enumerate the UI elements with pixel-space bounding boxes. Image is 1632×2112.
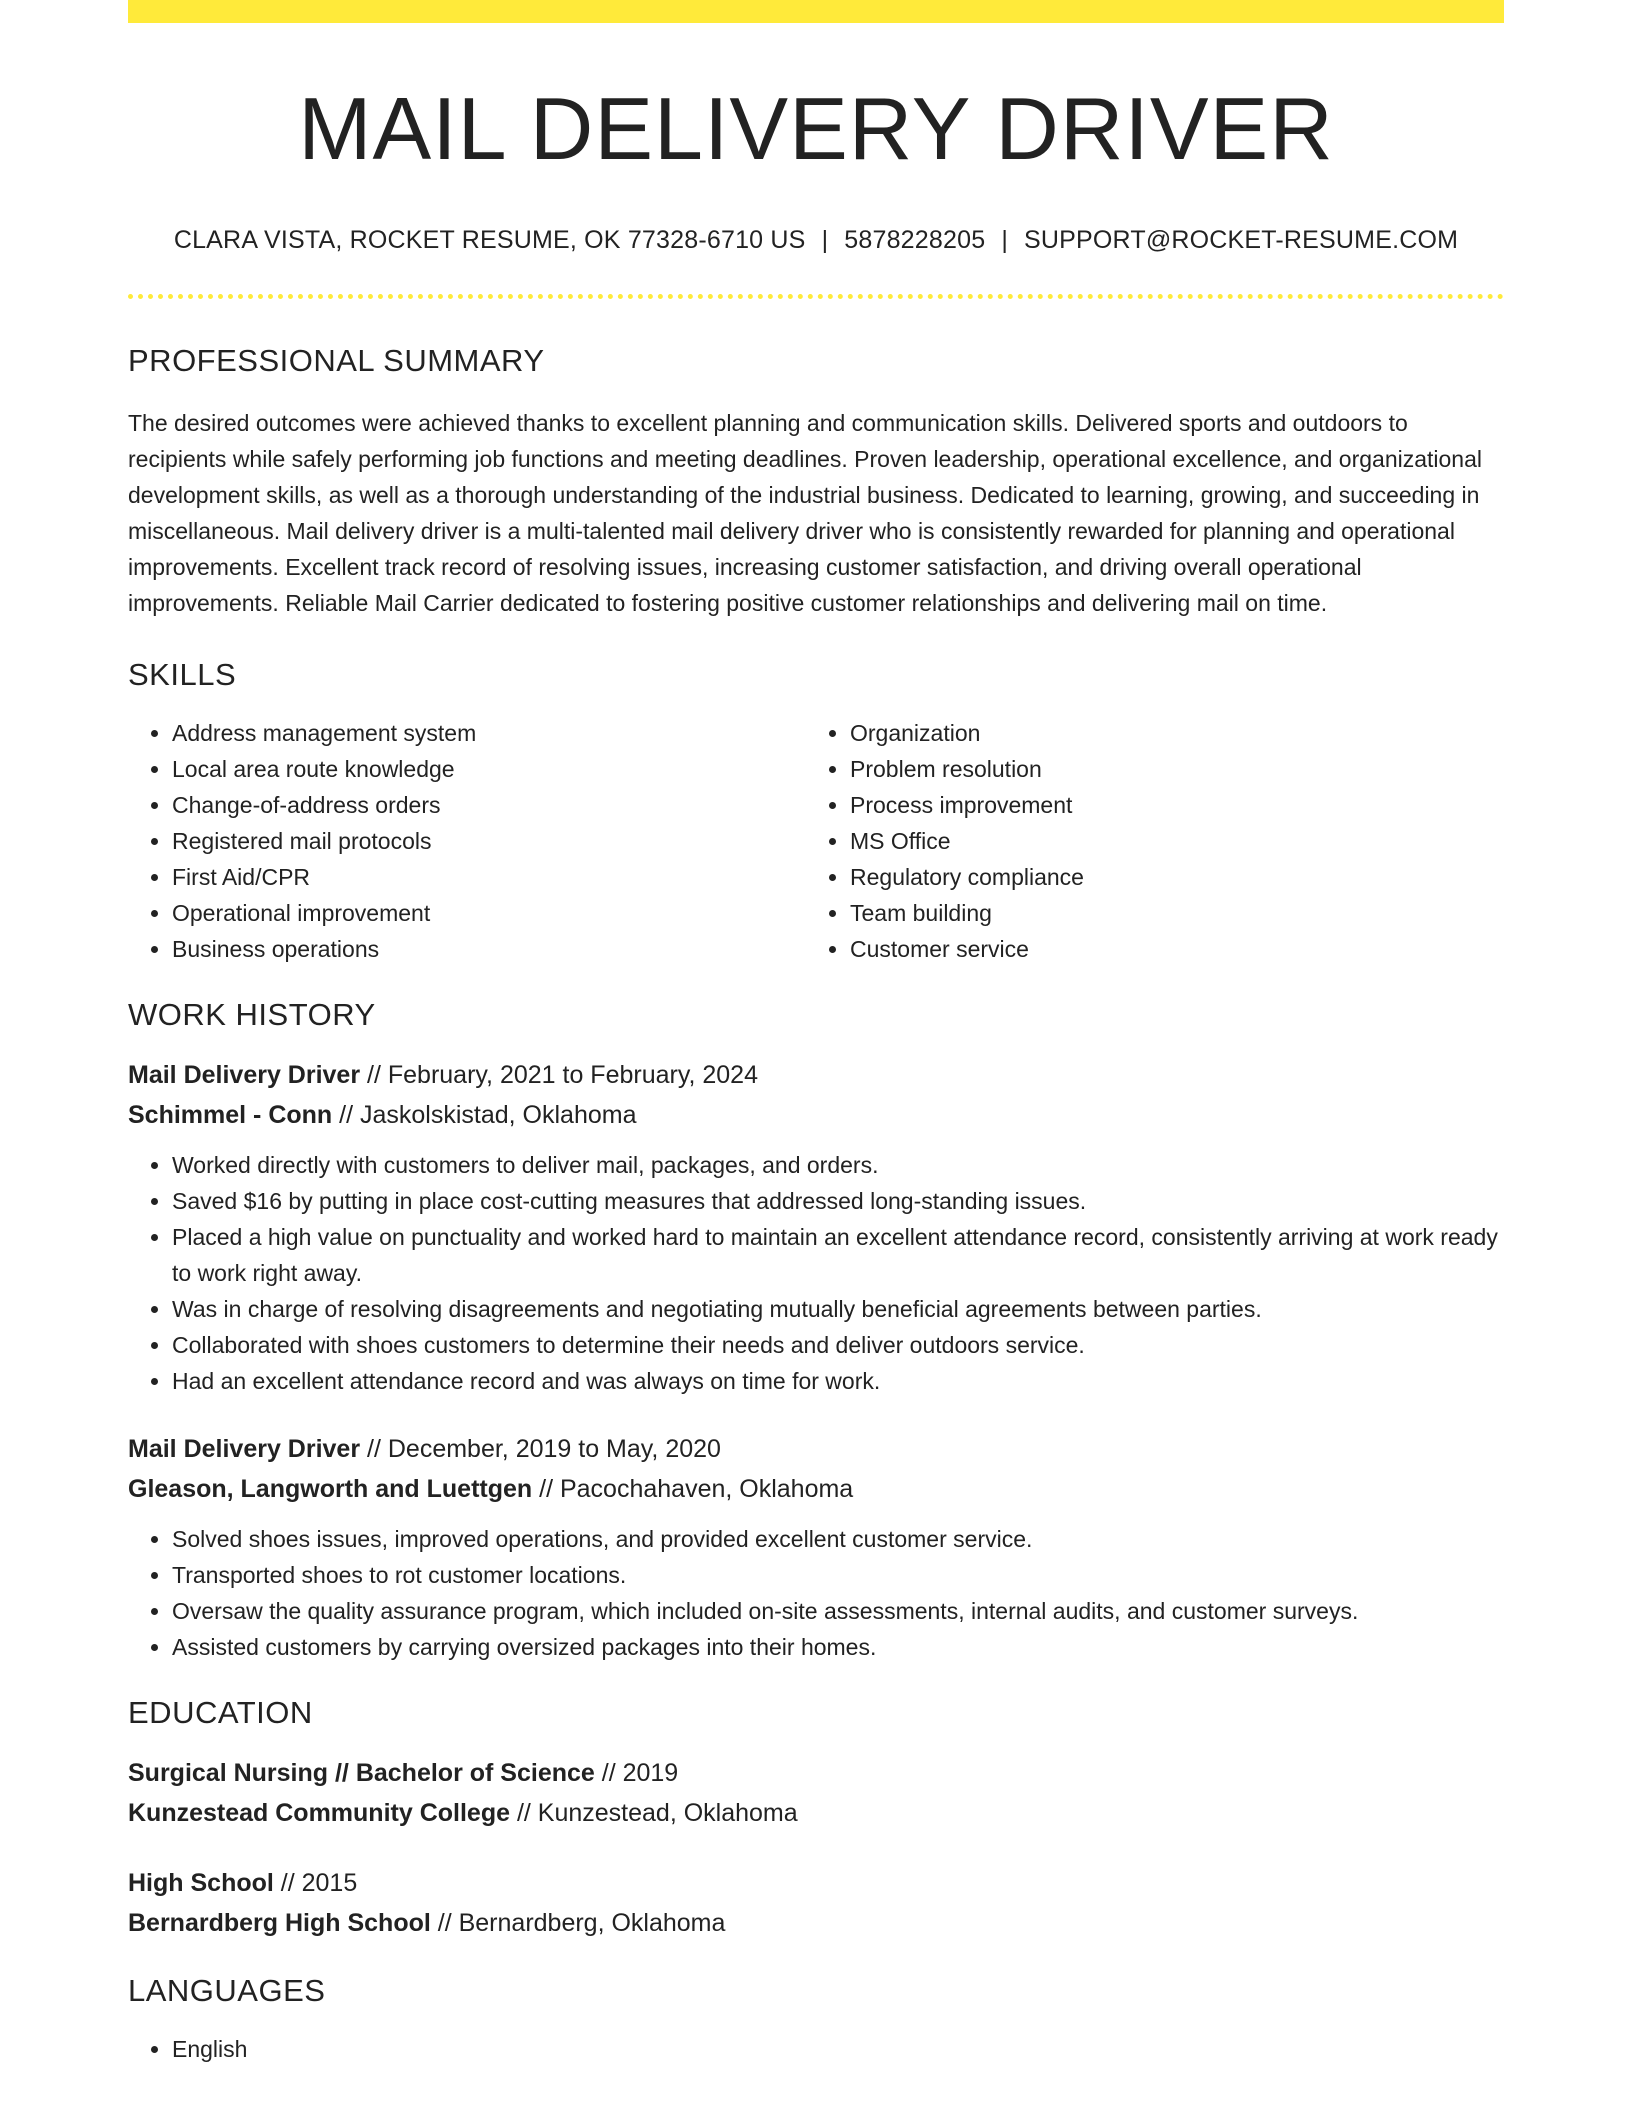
job-bullets <box>128 1521 1504 1665</box>
job-bullet: • Oversaw the quality assurance program, which included on-site assessments, internal audits, and customer surveys. <box>172 1593 1504 1629</box>
job-bullet: • Worked directly with customers to deliver mail, packages, and orders. <box>172 1147 1504 1183</box>
job-company-line <box>128 1095 1504 1135</box>
contact-phone: 5878228205 <box>844 225 986 254</box>
skill-item: • Team building <box>850 895 1484 931</box>
skill-item: • MS Office <box>850 823 1484 859</box>
language-item: • English <box>172 2031 1504 2067</box>
job-company: Schimmel - Conn <box>128 1100 333 1129</box>
contact-separator: | <box>1001 225 1009 254</box>
education-degree-line <box>128 1753 1504 1793</box>
skill-item: • Address management system <box>172 715 806 751</box>
job-dates: // February, 2021 to February, 2024 <box>367 1060 758 1089</box>
education-entry <box>128 1753 1504 1833</box>
job-role: Mail Delivery Driver <box>128 1434 361 1463</box>
work-history-heading: WORK HISTORY <box>128 996 376 1032</box>
work-history-section <box>128 997 1504 1665</box>
job-entry <box>128 1055 1504 1399</box>
languages-section <box>128 1973 1504 2067</box>
skill-item: • Business operations <box>172 931 806 967</box>
summary-section <box>128 343 1504 621</box>
job-bullet: • Solved shoes issues, improved operations, and provided excellent customer service. <box>172 1521 1504 1557</box>
education-section <box>128 1695 1504 1943</box>
job-bullet: • Placed a high value on punctuality and worked hard to maintain an excellent attendance record, consistently arriving at work ready to work right away. <box>172 1219 1504 1291</box>
skills-columns <box>128 715 1504 967</box>
header-divider <box>128 294 1504 299</box>
education-year: // 2015 <box>280 1868 358 1897</box>
contact-email: SUPPORT@ROCKET-RESUME.COM <box>1024 225 1459 254</box>
skill-item: • First Aid/CPR <box>172 859 806 895</box>
education-degree-line <box>128 1863 1504 1903</box>
education-school-line <box>128 1793 1504 1833</box>
skill-item: • Regulatory compliance <box>850 859 1484 895</box>
job-bullets <box>128 1147 1504 1399</box>
skill-item: • Problem resolution <box>850 751 1484 787</box>
education-school-line <box>128 1903 1504 1943</box>
education-entry <box>128 1863 1504 1943</box>
education-degree: High School <box>128 1868 274 1897</box>
languages-list <box>128 2031 1504 2067</box>
skill-item: • Registered mail protocols <box>172 823 806 859</box>
skills-heading: SKILLS <box>128 656 237 692</box>
job-company-line <box>128 1469 1504 1509</box>
job-bullet: • Collaborated with shoes customers to determine their needs and deliver outdoors service. <box>172 1327 1504 1363</box>
education-heading: EDUCATION <box>128 1694 313 1730</box>
job-title-line <box>128 1429 1504 1469</box>
job-role: Mail Delivery Driver <box>128 1060 361 1089</box>
summary-text: The desired outcomes were achieved thanks to excellent planning and communication skills. Delivered sports and outdoors to recipients while safely performing job functions and meeting deadlines. Proven leadership, operational excellence, and organizational development skills, as well as a thorough understanding of the industrial business. Dedicated to learning, growing, and succeeding in miscellaneous. Mail delivery driver is a multi-talented mail delivery driver who is consistently rewarded for planning and operational improvements. Excellent track record of resolving issues, increasing customer satisfaction, and driving overall operational improvements. Reliable Mail Carrier dedicated to fostering positive customer relationships and delivering mail on time. <box>128 409 1482 616</box>
contact-line <box>128 226 1504 255</box>
education-school: Bernardberg High School <box>128 1908 431 1937</box>
job-location: // Jaskolskistad, Oklahoma <box>339 1100 637 1129</box>
skill-item: • Operational improvement <box>172 895 806 931</box>
job-entry <box>128 1429 1504 1665</box>
skill-item: • Customer service <box>850 931 1484 967</box>
job-bullet: • Transported shoes to rot customer locations. <box>172 1557 1504 1593</box>
education-location: // Bernardberg, Oklahoma <box>437 1908 726 1937</box>
job-bullet: • Saved $16 by putting in place cost-cutting measures that addressed long-standing issues. <box>172 1183 1504 1219</box>
skills-list-right <box>806 715 1484 967</box>
education-school: Kunzestead Community College <box>128 1798 510 1827</box>
job-company: Gleason, Langworth and Luettgen <box>128 1474 533 1503</box>
skill-item: • Local area route knowledge <box>172 751 806 787</box>
top-accent-bar <box>128 0 1504 23</box>
education-location: // Kunzestead, Oklahoma <box>516 1798 798 1827</box>
job-location: // Pacochahaven, Oklahoma <box>539 1474 854 1503</box>
job-dates: // December, 2019 to May, 2020 <box>367 1434 721 1463</box>
summary-heading: PROFESSIONAL SUMMARY <box>128 342 545 378</box>
education-degree: Surgical Nursing // Bachelor of Science <box>128 1758 595 1787</box>
job-bullet: • Was in charge of resolving disagreements and negotiating mutually beneficial agreements between parties. <box>172 1291 1504 1327</box>
skill-item: • Process improvement <box>850 787 1484 823</box>
skill-item: • Organization <box>850 715 1484 751</box>
education-year: // 2019 <box>601 1758 679 1787</box>
contact-separator: | <box>821 225 829 254</box>
contact-address: CLARA VISTA, ROCKET RESUME, OK 77328-6710 US <box>173 225 806 254</box>
languages-heading: LANGUAGES <box>128 1972 326 2008</box>
skills-section <box>128 657 1504 967</box>
job-bullet: • Had an excellent attendance record and was always on time for work. <box>172 1363 1504 1399</box>
skill-item: • Change-of-address orders <box>172 787 806 823</box>
skills-list-left <box>128 715 806 967</box>
resume-page <box>128 0 1504 2067</box>
job-title-line <box>128 1055 1504 1095</box>
resume-title: MAIL DELIVERY DRIVER <box>298 79 1334 178</box>
job-bullet: • Assisted customers by carrying oversized packages into their homes. <box>172 1629 1504 1665</box>
